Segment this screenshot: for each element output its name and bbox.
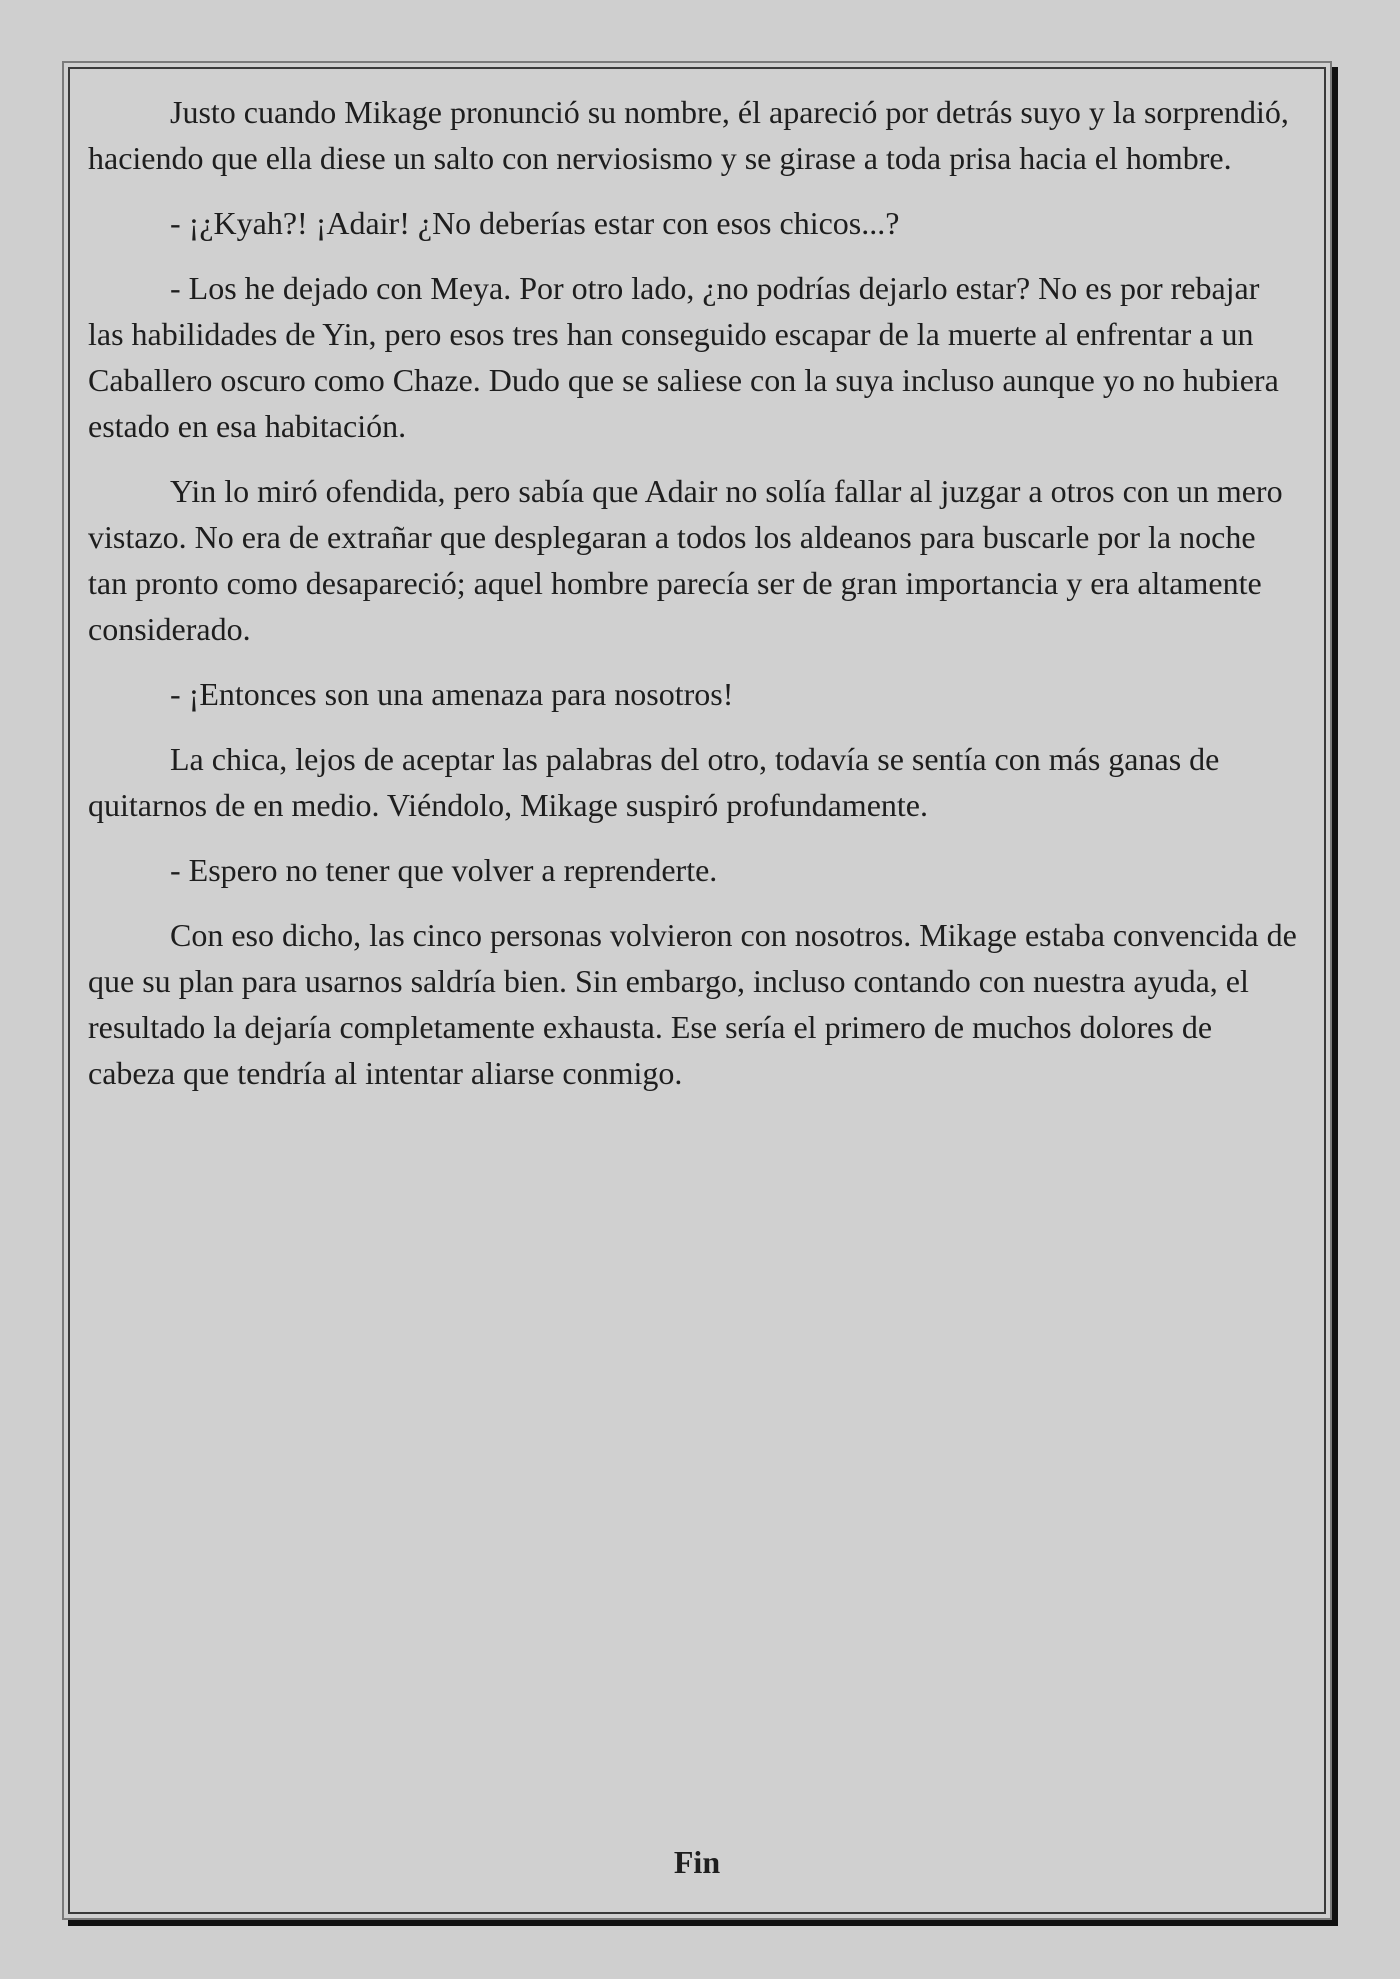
dialogue-line-4: - Espero no tener que volver a reprenderte. <box>170 852 718 888</box>
paragraph-1: Justo cuando Mikage pronunció su nombre, él apareció por detrás suyo y la sorprendió, haciendo que ella diese un salto con nerviosismo y se girase a toda prisa hacia el hombre. <box>88 94 1289 176</box>
story-text <box>88 89 1302 1115</box>
paragraph-4: Con eso dicho, las cinco personas volvieron con nosotros. Mikage estaba convencida de que su plan para usarnos saldría bien. Sin embargo, incluso contando con nuestra ayuda, el resultado la dejaría completamente exhausta. Ese sería el primero de muchos dolores de cabeza que tendría al intentar aliarse conmigo. <box>88 917 1297 1091</box>
page-border <box>68 67 1326 1914</box>
paragraph-2: Yin lo miró ofendida, pero sabía que Adair no solía fallar al juzgar a otros con un mero vistazo. No era de extrañar que desplegaran a todos los aldeanos para buscarle por la noche tan pronto como desapareció; aquel hombre parecía ser de gran importancia y era altamente considerado. <box>88 473 1283 647</box>
end-label: Fin <box>673 1844 721 1880</box>
paragraph-3: La chica, lejos de aceptar las palabras del otro, todavía se sentía con más ganas de quitarnos de en medio. Viéndolo, Mikage suspiró profundamente. <box>88 741 1220 823</box>
dialogue-line-3: - ¡Entonces son una amenaza para nosotros! <box>170 676 734 712</box>
dialogue-line-1: - ¡¿Kyah?! ¡Adair! ¿No deberías estar con esos chicos...? <box>170 205 900 241</box>
page-frame <box>62 61 1332 1920</box>
dialogue-line-2: - Los he dejado con Meya. Por otro lado, ¿no podrías dejarlo estar? No es por rebajar las habilidades de Yin, pero esos tres han conseguido escapar de la muerte al enfrentar a un Caballero oscuro como Chaze. Dudo que se saliese con la suya incluso aunque yo no hubiera estado en esa habitación. <box>88 270 1279 444</box>
